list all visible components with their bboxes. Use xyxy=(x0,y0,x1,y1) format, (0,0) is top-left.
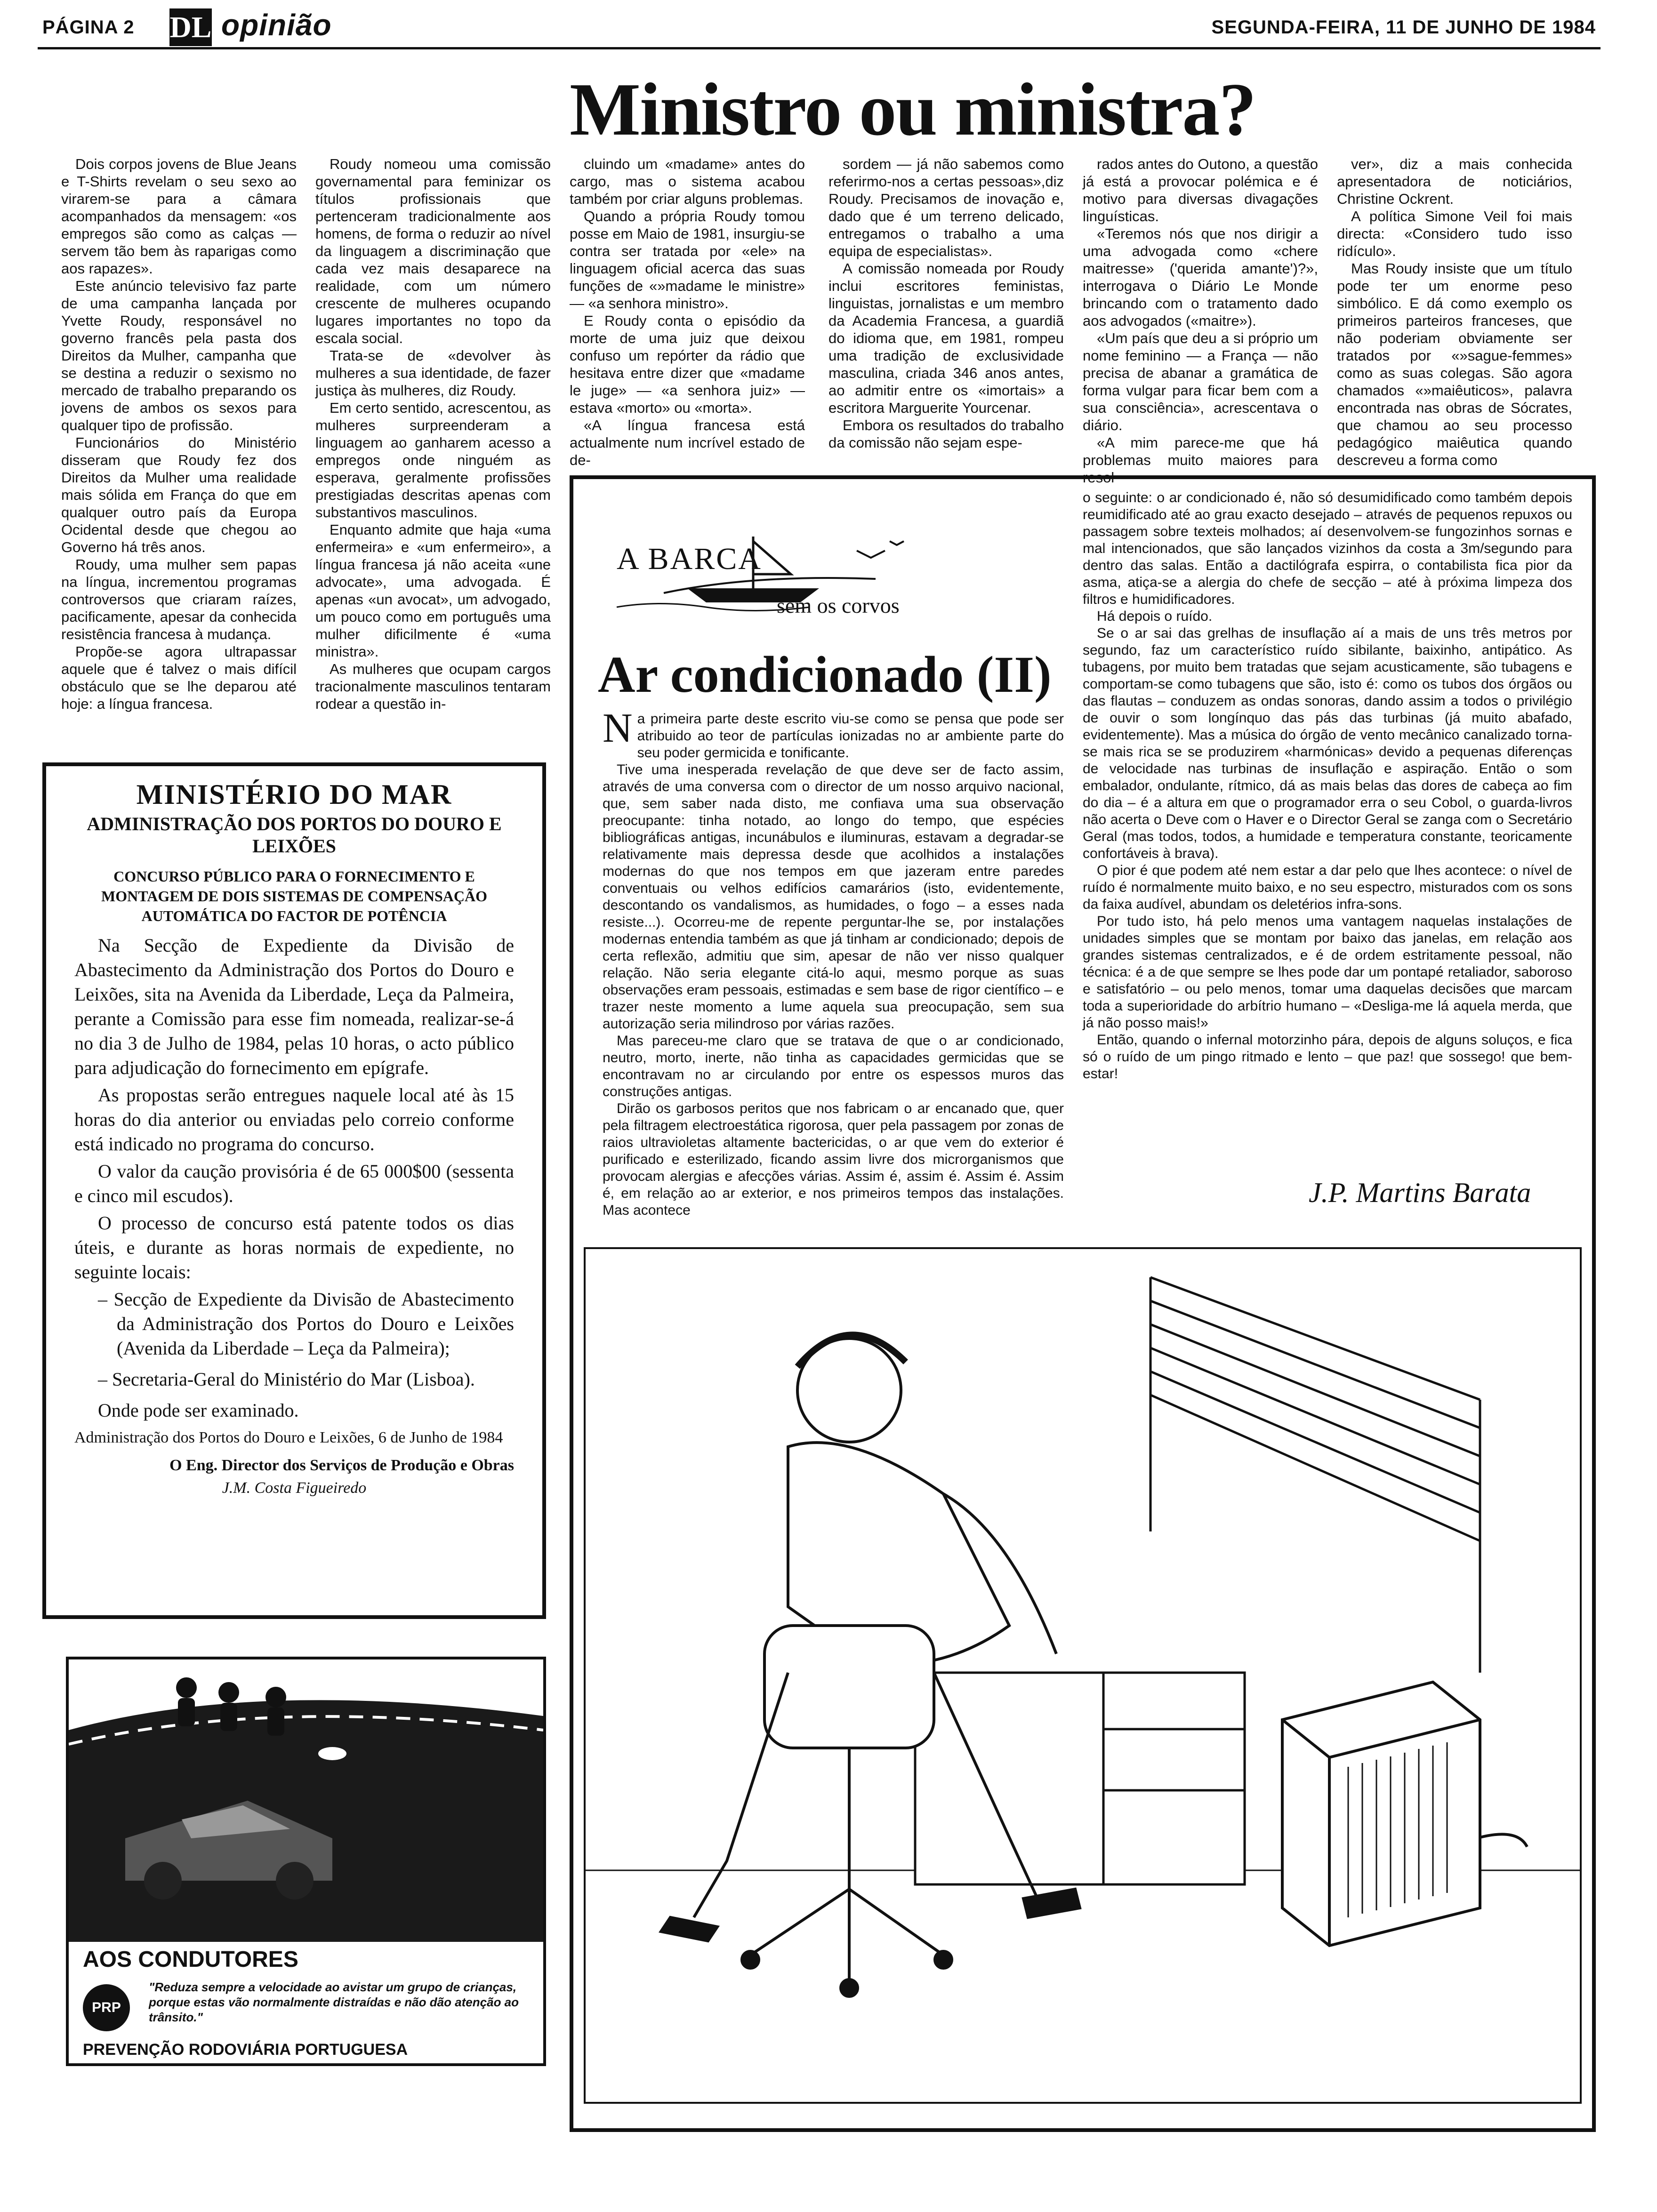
cartoon-drawing xyxy=(586,1249,1580,2102)
paragraph: «A língua francesa está actualmente num incrível estado de de- xyxy=(570,417,805,468)
paragraph: E Roudy conta o episódio da morte de uma juiz que deixou confuso um repórter da rádio que hesitava entre dizer que «madame le juge» — «a senhora juiz» — estava «morto» ou «morta». xyxy=(570,313,805,416)
newspaper-logo: DL xyxy=(169,8,212,46)
paragraph: Por tudo isto, há pelo menos uma vantagem naquelas instalações de unidades simples que se montam por baixo das janelas, em relação aos grandes sistemas centralizados, e é de ordem estritamente pessoal, não técnica: é a de que sempre se lhes pode dar um pontapé retaliador, saboroso e satisfatório – ou pelo menos, tomar uma daquelas decisões que marcam toda a superioridade do arbítrio humano – «Desliga-me lá aquela merda, que já não posso mais!» xyxy=(1083,914,1572,1031)
ad-location-list xyxy=(74,1287,514,1392)
ad-paragraph: O processo de concurso está patente todos os dias úteis, e durante as horas normais de expediente, no seguinte locais: xyxy=(74,1212,514,1282)
paragraph: Mas pareceu-me claro que se tratava de que o ar condicionado, neutro, morto, inerte, não tinha as capacidades germicidas que se encontravam no ar circulando por entre os espessos muros das construções antigas. xyxy=(603,1033,1064,1099)
air-conditioner xyxy=(1282,1682,1527,1946)
paragraph: A comissão nomeada por Roudy inclui escritores feministas, linguistas, jornalistas e um membro da Academia Francesa, a guardiã do idioma que, em 1981, rompeu uma tradição de exclusividade masculina, criada 346 anos antes, ao admitir entre os «imortais» a escritora Marguerite Yourcenar. xyxy=(828,260,1064,416)
paragraph: Dois corpos jovens de Blue Jeans e T-Shirts revelam o seu sexo ao virarem-se para a câmara acompanhados da mensagem: «os empregos são como as calças — servem tão bem às raparigas como aos rapazes». xyxy=(61,156,297,277)
article-column-6 xyxy=(1337,155,1572,469)
paragraph: «A mim parece-me que há problemas muito maiores para resol- xyxy=(1083,434,1318,486)
lead-text: a primeira parte deste escrito viu-se como se pensa que pode ser atribuido ao teor de partículas ionizadas no ar ambiente parte do seu poder germicida e tonificante. xyxy=(637,711,1064,761)
ad-paragraph: Na Secção de Expediente da Divisão de Abastecimento da Administração dos Portos do Douro e Leixões, sita na Avenida da Liberdade, Leça da Palmeira, perante a Comissão para esse fim nomeada, realizar-se-á no dia 3 de Julho de 1984, pelas 10 horas, o acto público para adjudicação do fornecimento em epígrafe. xyxy=(74,935,514,1078)
paragraph: Embora os resultados do trabalho da comissão não sejam espe- xyxy=(828,417,1064,451)
paragraph: sordem — já não sabemos como referirmo-nos a certas pessoas»,diz Roudy. Precisamos de inovação e, dado que é um terreno delicado, entregamos o trabalho a uma equipa de especialistas». xyxy=(828,156,1064,259)
desk xyxy=(915,1673,1245,1884)
paragraph: Propõe-se agora ultrapassar aquele que é talvez o mais difícil obstáculo que se lhe deparou até hoje: a língua francesa. xyxy=(61,643,297,712)
paragraph: ver», diz a mais conhecida apresentadora de noticiários, Christine Ockrent. xyxy=(1337,156,1572,207)
paragraph: Este anúncio televisivo faz parte de uma campanha lançada por Yvette Roudy, responsável no governo francês pela pasta dos Direitos da Mulher, campanha que se destina a reduzir o sexismo no mercado de trabalho preparando os jovens de ambos os sexos para qualquer tipo de profissão. xyxy=(61,278,297,433)
ad-body xyxy=(74,933,514,1448)
paragraph: As mulheres que ocupam cargos tracionalmente masculinos tentaram rodear a questão in- xyxy=(315,661,551,712)
ad-paragraph: As propostas serão entregues naquele local até às 15 horas do dia anterior ou enviadas pelo correio conforme está indicado no programa do concurso. xyxy=(74,1084,514,1154)
article2-column-b xyxy=(1083,489,1572,1082)
paragraph: o seguinte: o ar condicionado é, não só desumidificado como também depois reumidificado até ao grau exacto desejado – através de pequenos repuxos ou passagem sobre texteis molhados; aí desenvolvem-se fungozinhos sornas e mal intencionados, que são lançados vizinhos da costa a 3m/segundo para dentro das salas. Então a dactilógrafa espirra, o contabilista fica pior da asma, atiça-se a alergia do chefe de secção – até à próxima limpeza dos filtros e humidificadores. xyxy=(1083,490,1572,607)
ad-paragraph: O valor da caução provisória é de 65 000$00 (sessenta e cinco mil escudos). xyxy=(74,1161,514,1206)
paragraph: Tive uma inesperada revelação de que deve ser de facto assim, através de uma conversa com o director de um nosso arquivo nacional, que, sem saber nada disto, me confiava uma sua observação preocupante: tinha notado, ao longo do tempo, que espécies bibliográficas antigas, incunábulos e iluminuras, estavam a degradar-se relativamente mais depressa desde que acolhidos a instalações modernas do que nos tempos em que jazeram entre paredes conventuais ou velhos edifícios camarários (isto, evidentemente, descontando os vandalismos, as humidades, o fogo – a esses nada resiste...). Ocorreu-me de repente perguntar-lhe se, por instalações modernas entendia também as que já tinham ar condicionado; depois de certa reflexão, admitiu que sim, apesar de não ver nisso qualquer relação. Não seria elegante citá-lo aqui, mesmo porque as suas observações eram pessoais, estimadas e sem base de rigor científico – e trazer neste momento a lume aquela sua preocupação, sem sua autorização seria milindroso por várias razões. xyxy=(603,762,1064,1032)
ad-paragraph: Onde pode ser examinado. xyxy=(98,1400,299,1421)
top-rule xyxy=(38,47,1601,49)
article2-title: Ar condicionado (II) xyxy=(598,646,1052,703)
page-number: PÁGINA 2 xyxy=(42,17,135,38)
paragraph: Funcionários do Ministério disseram que Roudy fez dos Direitos da Mulher uma realidade mais sólida em França do que em qualquer outro país da Europa Ocidental desde que chegou ao Governo há três anos. xyxy=(61,434,297,555)
paragraph: O pior é que podem até nem estar a dar pelo que lhes acontece: o nível de ruído é normalmente muito baixo, e no seu espectro, misturados com os sons da faixa audível, abundam os deletérios infra-sons. xyxy=(1083,863,1572,912)
ad-tender-title: CONCURSO PÚBLICO PARA O FORNECIMENTO E MONTAGEM DE DOIS SISTEMAS DE COMPENSAÇÃO AUTOMÁTICA DO FACTOR DE POTÊNCIA xyxy=(101,868,487,924)
prp-logo-icon: PRP xyxy=(83,1984,130,2031)
paragraph: cluindo um «madame» antes do cargo, mas o sistema acabou também por criar alguns problemas. xyxy=(570,156,805,207)
paragraph: Roudy, uma mulher sem papas na língua, incrementou programas controversos que criaram raízes, pacificamente, apesar da conhecida resistência francesa à mudança. xyxy=(61,556,297,642)
rubric-title: A BARCA xyxy=(617,542,762,576)
road-ad-headline: AOS CONDUTORES xyxy=(83,1947,298,1972)
list-item: – Secção de Expediente da Divisão de Abastecimento da Administração dos Portos do Douro e Leixões (Avenida da Liberdade – Leça da Palmeira); xyxy=(98,1289,514,1359)
author-signature: J.P. Martins Barata xyxy=(1309,1177,1531,1208)
paragraph: Dirão os garbosos peritos que nos fabricam o ar encanado que, quer pela filtragem electroestática rigorosa, quer pela passagem por zonas de raios ultravioletas altamente bactericidas, o ar que vem do exterior é purificado e esterilizado, ficando assim livre dos microrganismos que provocam alergias e afecções várias. Assim é, assim é. Assim é. Assim é, em relação ao ar exterior, e nos primeiros tempos das instalações. Mas acontece xyxy=(603,1101,1064,1218)
ad-place-date: Administração dos Portos do Douro e Leixões, 6 de Junho de 1984 xyxy=(74,1429,503,1446)
ad-title: MINISTÉRIO DO MAR xyxy=(136,779,452,810)
paragraph xyxy=(603,705,1064,761)
ad-signatory-title: O Eng. Director dos Serviços de Produção e Obras xyxy=(169,1457,514,1474)
paragraph: Em certo sentido, acrescentou, as mulheres surpreenderam a linguagem ao ganharem acesso a empregos onde ninguém as esperava, geralmente profissões prestigiadas descritas apenas com substantivos masculinos. xyxy=(315,400,551,521)
paragraph: «Teremos nós que nos dirigir a uma advogada como «chere maitresse» ('querida amante')?», interrogava o Diário Le Monde brincando com o tratamento dado aos advogados («maitre»). xyxy=(1083,225,1318,329)
rubric-subtitle: sem os corvos xyxy=(777,593,900,617)
article-column-3 xyxy=(570,155,805,469)
ad-subtitle: ADMINISTRAÇÃO DOS PORTOS DO DOURO E LEIXÕES xyxy=(87,813,502,857)
paragraph: Mas Roudy insiste que um título pode ter um enorme peso simbólico. E dá como exemplo os primeiros parteiros franceses, que não poderiam obviamente ser tratados por «»sague-femmes» como as suas colegas. São agora chamados «»maiêuticos», palavra encontrada nas obras de Sócrates, que chamou ao seu processo pedagógico maiêutica quando descreveu a forma como xyxy=(1337,260,1572,468)
paragraph: Quando a própria Roudy tomou posse em Maio de 1981, insurgiu-se contra ser tratada por «ele» na linguagem oficial acerca das suas funções de «»madame le ministre» — «a senhora ministro». xyxy=(570,208,805,312)
window-blinds xyxy=(1150,1277,1480,1673)
issue-date: SEGUNDA-FEIRA, 11 DE JUNHO DE 1984 xyxy=(1211,17,1596,38)
article-column-5 xyxy=(1083,155,1318,486)
article2-column-a xyxy=(603,705,1064,1219)
cartoon-illustration xyxy=(584,1247,1582,2104)
rubric-logo xyxy=(612,522,951,617)
road-ad-org: PREVENÇÃO RODOVIÁRIA PORTUGUESA xyxy=(83,2041,408,2059)
paragraph: Enquanto admite que haja «uma enfermeira» e «um enfermeiro», a língua francesa já não aceita «une advocate», uma advogada. É apenas «un avocat», um advogado, um pouco como em português uma mulher dificilmente é «uma ministra». xyxy=(315,521,551,660)
list-item: – Secretaria-Geral do Ministério do Mar (Lisboa). xyxy=(98,1369,475,1390)
paragraph: A política Simone Veil foi mais directa: «Considero tudo isso ridículo». xyxy=(1337,208,1572,259)
paragraph: Roudy nomeou uma comissão governamental para feminizar os títulos profissionais que pertenceram tradicionalmente aos homens, de forma o reduzir ao nível da linguagem a discriminação que cada vez mais desaparece na realidade, com um número crescente de mulheres ocupando lugares importantes no topo da escala social. xyxy=(315,156,551,346)
man-figure xyxy=(661,1335,1080,1996)
road-safety-illustration xyxy=(69,1659,543,1942)
ad-signatory-name: J.M. Costa Figueiredo xyxy=(222,1479,367,1497)
road-ad-text: "Reduza sempre a velocidade ao avistar um grupo de crianças, porque estas vão normalmente distraídas e não dão atenção ao trânsito." xyxy=(149,1980,519,2024)
article-column-2 xyxy=(315,155,551,713)
road-safety-ad xyxy=(66,1657,546,2066)
paragraph: Há depois o ruído. xyxy=(1097,609,1213,624)
article-column-1 xyxy=(61,155,297,713)
paragraph: «Um país que deu a si próprio um nome feminino — a França — não precisa de abanar a gramática de forma vulgar para ficar bem com a sua consciência», acrescentava o diário. xyxy=(1083,330,1318,433)
paragraph: Se o ar sai das grelhas de insuflação aí a mais de uns três metros por segundo, faz um característico ruído sibilante, baixinho, antipático. As tubagens, por muito bem tratadas que sejam acusticamente, são tubagens e comportam-se como tubagens que são, isto é: como os tubos dos órgãos ou das flautas – conduzem as ondas sonoras, dando assim a todos o privilégio de ouvir o som longínquo das pás das turbinas (já muito abafado, evidentemente). Mas a música do órgão de vento mecânico canalizado torna-se mais rica se se produzirem «harmónicas» devido a pequenas diferenças de velocidade nas turbinas de insuflação e aspiração. Então o som embalador, ondulante, rítmico, dá as mais belas das dores de cabeça ao fim do dia – é a altura em que o programador erra o seu Cobol, o guarda-livros não acerta o Deve com o Haver e o Director Geral se zanga com o Secretário Geral (mas todos, todos, a humidade e temperatura constante, teoricamente confortáveis à brava). xyxy=(1083,625,1572,861)
paragraph: Então, quando o infernal motorzinho pára, depois de alguns soluços, e fica só o ruído de um pingo ritmado e lento – que paz! que sossego! que bem-estar! xyxy=(1083,1032,1572,1082)
paragraph: rados antes do Outono, a questão já está a provocar polémica e é motivo para diversas divagações linguísticas. xyxy=(1083,156,1318,224)
section-name: opinião xyxy=(221,8,332,42)
public-tender-ad xyxy=(42,762,546,1619)
paragraph: Trata-se de «devolver às mulheres a sua identidade, de fazer justiça às mulheres, diz Roudy. xyxy=(315,347,551,399)
dropcap: N xyxy=(603,705,633,751)
article-column-4 xyxy=(828,155,1064,451)
article-headline: Ministro ou ministra? xyxy=(570,67,1256,151)
